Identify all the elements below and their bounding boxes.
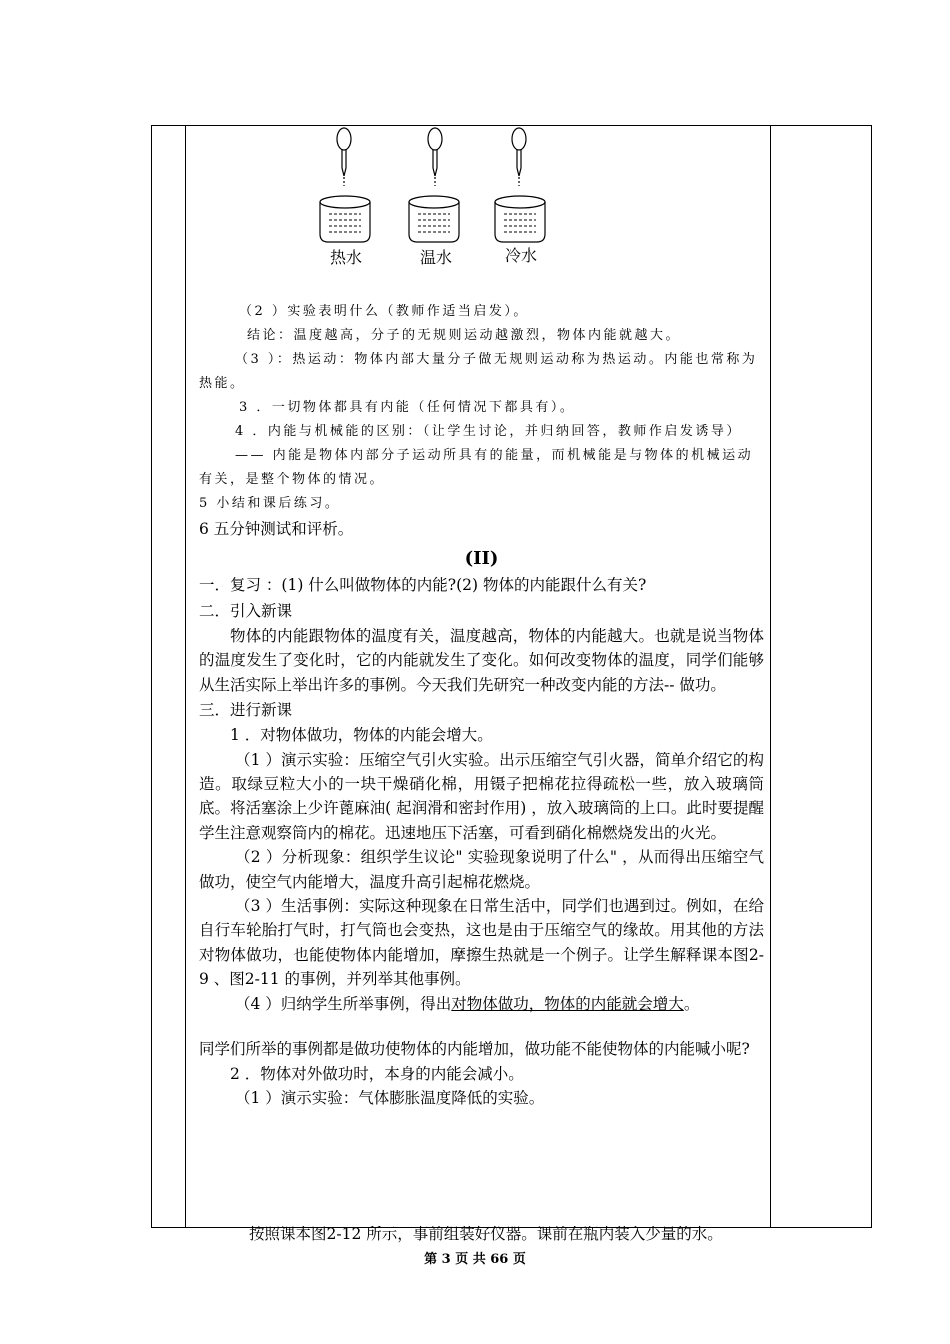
page-number: 第 3 页 共 66 页 [424, 1252, 526, 1267]
para-experiment-meaning: （2 ）实验表明什么（教师作适当启发）。 [239, 304, 529, 319]
item-2: 2 ．物体对外做功时，本身的内能会减小。 [230, 1064, 524, 1083]
para-summary: 5 小结和课后练习。 [199, 496, 341, 511]
beaker-hot [320, 196, 370, 242]
para-difference: 4 ．内能与机械能的区别：（让学生讨论，并归纳回答，教师作启发诱导） [235, 424, 742, 439]
lesson-content [199, 124, 764, 1110]
para-conclusion: 结论：温度越高，分子的无规则运动越激烈，物体内能就越大。 [247, 328, 682, 343]
item-2-2: 按照课本图2-12 所示，事前组装好仪器。课前在瓶内装入少量的水。 [249, 1225, 723, 1243]
para-test: 6 五分钟测试和评析。 [199, 520, 354, 538]
para-thermal-motion: （3 ）：热运动：物体内部大量分子做无规则运动称为热运动。内能也常称为热能。 [199, 352, 758, 391]
item-1-4-suffix: 。 [683, 994, 700, 1013]
dropper-cold [512, 128, 526, 186]
item-1-4-prefix: （4 ）归纳学生所举事例，得出 [235, 994, 452, 1013]
item-1-4 [199, 992, 764, 1016]
new-lesson-title: 三．进行新课 [199, 701, 293, 720]
beakers-diagram [199, 124, 764, 292]
beaker-warm [409, 196, 459, 242]
spacer [199, 1016, 764, 1037]
intro-title: 二．引入新课 [199, 602, 293, 620]
dropper-warm [428, 128, 442, 186]
label-cold-water: 冷水 [505, 246, 538, 265]
beaker-cold [495, 196, 545, 242]
diffusion-experiment-figure [199, 124, 764, 292]
item-1-4-underlined: 对物体做功，物体的内能就会增大 [451, 994, 684, 1013]
item-2-1: （1 ）演示实验：气体膨胀温度降低的实验。 [235, 1088, 545, 1107]
table-left-divider [185, 125, 186, 1228]
para-definition: —— 内能是物体内部分子运动所具有的能量，而机械能是与物体的机械运动有关，是整个物体的情况。 [199, 448, 754, 487]
para-all-objects: 3 ．一切物体都具有内能（任何情况下都具有）。 [239, 400, 576, 415]
item-1-2: （2 ）分析现象：组织学生议论" 实验现象说明了什么" ，从而得出压缩空气做功，使空气内能增大，温度升高引起棉花燃烧。 [199, 848, 764, 891]
intro-body: 物体的内能跟物体的温度有关，温度越高，物体的内能越大。也就是说当物体的温度发生了变化时，它的内能就发生了变化。如何改变物体的温度，同学们能够从生活实际上举出许多的事例。今天我们先研究一种改变内能的方法-- 做功。 [199, 627, 764, 694]
table-right-divider [770, 125, 771, 1228]
label-hot-water: 热水 [330, 248, 363, 267]
item-1-1: （1 ）演示实验：压缩空气引火实验。出示压缩空气引火器，简单介绍它的构造。取绿豆粒大小的一块干燥硝化棉，用镊子把棉花拉得疏松一些，放入玻璃筒底。将活塞涂上少许蓖麻油( 起润滑和密封作用) ，放入玻璃筒的上口。此时要提醒学生注意观察筒内的棉花。迅速地压下活塞，可看到硝化棉燃烧发出的火光。 [199, 750, 764, 842]
item-1: 1 ．对物体做功，物体的内能会增大。 [230, 726, 493, 745]
label-warm-water: 温水 [420, 248, 453, 267]
review-line: 一．复习 ：(1) 什么叫做物体的内能?(2) 物体的内能跟什么有关? [199, 576, 647, 594]
question: 同学们所举的事例都是做功使物体的内能增加，做功能不能使物体的内能喊小呢? [199, 1040, 750, 1059]
item-1-3: （3 ）生活事例：实际这种现象在日常生活中，同学们也遇到过。例如，在给自行车轮胎打气时，打气筒也会变热，这也是由于压缩空气的缘故。用其他的方法对物体做功，也能使物体内能增加，摩擦生热就是一个例子。让学生解释课本图2-9 、图2-11 的事例，并列举其他事例。 [199, 897, 764, 989]
dropper-hot [337, 128, 351, 186]
section-title: (II) [464, 548, 499, 569]
